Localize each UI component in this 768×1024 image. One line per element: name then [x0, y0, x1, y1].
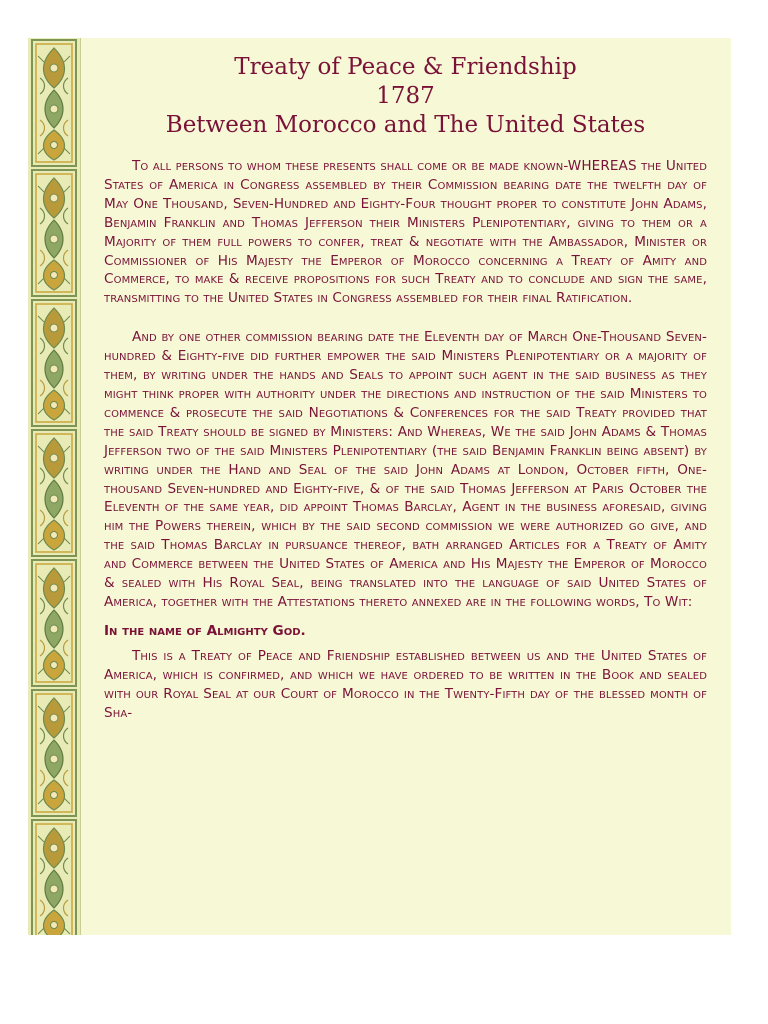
document-page [28, 38, 731, 935]
paragraph-1: To all persons to whom these presents shall come or be made known-WHEREAS the United States of America in Congress assembled by their Commission bearing date the twelfth day of May One Thousand, Seven-Hundred and Eighty-Four thought proper to constitute John Adams, Benjamin Franklin and Thomas Jefferson their Ministers Plenipotentiary, giving to them or a Majority of them full powers to confer, treat & negotiate with the Ambassador, Minister or Commissioner of His Majesty the Emperor of Morocco concerning a Treaty of Amity and Commerce, to make & receive propositions for such Treaty and to conclude and sign the same, transmitting to the United States in Congress assembled for their final Ratification. [104, 158, 707, 307]
title-line-1: Treaty of Peace & Friendship [234, 54, 577, 80]
title-line-3: Between Morocco and The United States [165, 112, 646, 138]
title-year: 1787 [376, 83, 435, 109]
paragraph-3: This is a Treaty of Peace and Friendship established between us and the United States of America, which is confirmed, and which we have ordered to be written in the Book and sealed with our Royal Seal at our Court of Morocco in the Twenty-Fifth day of the blessed month of Sha- [104, 647, 707, 721]
document-title [104, 53, 707, 140]
ornamental-border-icon [28, 38, 81, 935]
paragraph-2: And by one other commission bearing date the Eleventh day of March One-Thousand Seven-hundred & Eighty-five did further empower the said Ministers Plenipotentiary or a majority of them, by writing under the hands and Seals to appoint such agent in the said business as they might think proper with authority under the directions and instruction of the said Ministers to commence & prosecute the said Negotiations & Conferences for the said Treaty provided that the said Treaty should be signed by Ministers: And Whereas, We the said John Adams & Thomas Jefferson two of the said Ministers Plenipotentiary (the said Benjamin Franklin being absent) by writing under the Hand and Seal of the said John Adams at London, October fifth, One-thousand Seven-hundred and Eighty-five, & of the said Thomas Jefferson at Paris October the Eleventh of the same year, did appoint Thomas Barclay, Agent in the business aforesaid, giving him the Powers therein, which by the said second commission we were authorized go give, and the said Thomas Barclay in pursuance thereof, bath arranged Articles for a Treaty of Amity and Commerce between the United States of America and His Majesty the Emperor of Morocco & sealed with His Royal Seal, being translated into the language of said United States of America, together with the Attestations thereto annexed are in the following words, To Wit: [104, 329, 707, 610]
document-content [104, 38, 707, 935]
section-heading: In the name of Almighty God. [104, 622, 306, 639]
